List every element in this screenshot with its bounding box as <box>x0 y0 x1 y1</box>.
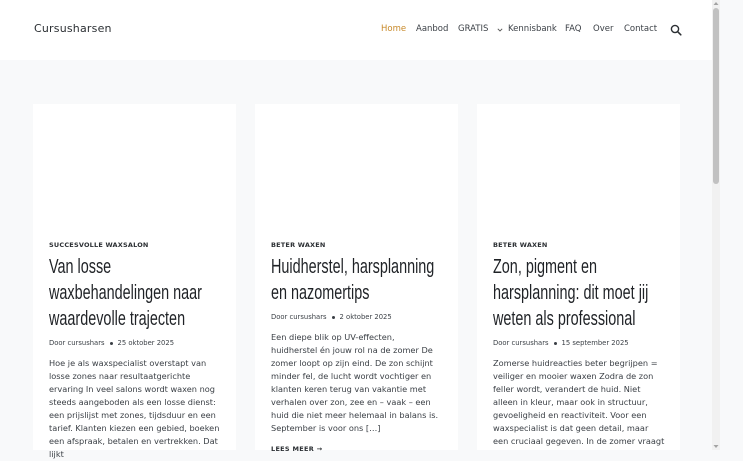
scroll-up-icon[interactable] <box>713 1 719 6</box>
post-title[interactable]: Van losse waxbehandelingen naar waardevolle trajecten <box>49 256 202 330</box>
post-card <box>255 104 458 453</box>
site-title[interactable]: Cursusharsen <box>34 22 112 35</box>
post-title[interactable]: Huidherstel, harsplanning en nazomertips <box>271 256 435 304</box>
search-icon[interactable] <box>670 24 682 36</box>
post-category[interactable]: BETER WAXEN <box>493 241 548 249</box>
nav-item-gratis[interactable] <box>458 24 498 34</box>
post-author[interactable]: Door cursushars <box>493 339 549 347</box>
post-date: 2 oktober 2025 <box>339 313 392 321</box>
read-more-link[interactable]: LEES MEER → <box>271 445 323 453</box>
meta-separator <box>332 316 335 319</box>
vertical-scrollbar[interactable] <box>712 0 720 450</box>
nav-item-faq[interactable]: FAQ <box>565 24 582 34</box>
post-excerpt: Een diepe blik op UV-effecten, huidherstel én jouw rol na de zomer De zomer loopt op zijn eind. De zon schijnt minder fel, de lucht wordt vochtiger en klanten keren terug van vakantie met verhalen over zon, zee en – vaak – een huid die niet meer helemaal in balans is. September is voor ons […] <box>271 332 439 433</box>
post-title[interactable]: Zon, pigment en harsplanning: dit moet jij weten als professional <box>493 256 649 330</box>
post-excerpt: Zomerse huidreacties beter begrijpen = veiliger en mooier waxen Zodra de zon feller wordt, verandert de huid. Niet alleen in kleur, maar ook in structuur, gevoeligheid en reactiviteit. Voor een waxspecialist is dat geen detail, maar een cruciaal gegeven. In de zomer vraagt <box>493 358 665 446</box>
post-date: 25 oktober 2025 <box>117 339 175 347</box>
post-author[interactable]: Door cursushars <box>49 339 105 347</box>
meta-separator <box>554 342 557 345</box>
scroll-down-icon[interactable] <box>713 444 719 449</box>
post-category[interactable]: BETER WAXEN <box>271 241 326 249</box>
post-author[interactable]: Door cursushars <box>271 313 327 321</box>
nav-item-contact[interactable]: Contact <box>624 24 658 34</box>
post-meta <box>271 313 392 321</box>
post-card <box>33 104 236 459</box>
post-meta <box>49 339 174 347</box>
nav-item-kennisbank[interactable]: Kennisbank <box>508 24 557 34</box>
chevron-down-icon <box>497 27 503 33</box>
scrollbar-thumb[interactable] <box>713 8 719 184</box>
post-meta <box>493 339 629 347</box>
post-category[interactable]: SUCCESVOLLE WAXSALON <box>49 241 149 249</box>
post-excerpt: Hoe je als waxspecialist overstapt van losse zones naar resultaatgerichte ervaring In veel salons wordt waxen nog steeds aangeboden als een losse dienst: een prijslijst met zones, tijdsduur en een tarief. Klanten kiezen een gebied, boeken een afspraak, betalen en vertrekken. Dat lijkt <box>49 358 220 459</box>
post-date: 15 september 2025 <box>561 339 629 347</box>
nav-item-over[interactable]: Over <box>593 24 614 34</box>
site-header <box>0 0 712 60</box>
nav-item-aanbod[interactable]: Aanbod <box>416 24 449 34</box>
meta-separator <box>110 342 113 345</box>
nav-item-gratis-label: GRATIS <box>458 24 489 34</box>
nav-item-home[interactable]: Home <box>381 24 407 34</box>
post-card <box>477 104 680 450</box>
